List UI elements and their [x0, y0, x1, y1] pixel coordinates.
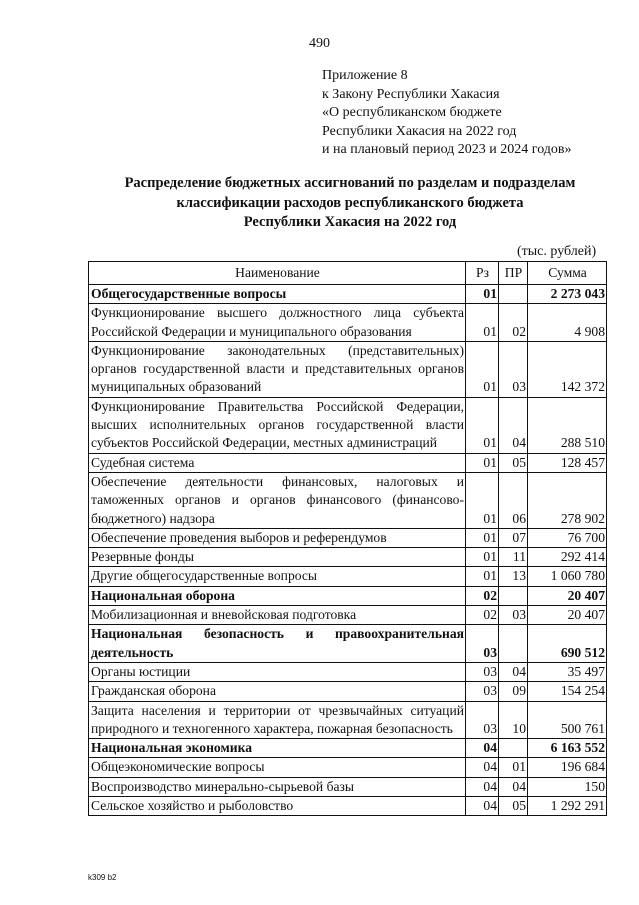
- row-rz-code: 02: [466, 606, 499, 625]
- table-row: [89, 528, 607, 547]
- row-rz-code: 04: [466, 758, 499, 777]
- row-sum: 690 512: [528, 625, 607, 663]
- row-pr-code: 09: [499, 682, 528, 701]
- row-rz-code: 01: [466, 548, 499, 567]
- row-sum: 292 414: [528, 548, 607, 567]
- row-pr-code: 10: [499, 701, 528, 739]
- row-rz-code: 01: [466, 528, 499, 547]
- row-name: Обеспечение деятельности финансовых, налоговых и таможенных органов и органов финансового (финансово-бюджетного) надзора: [89, 472, 466, 528]
- footer-code: k309 b2: [88, 873, 117, 882]
- row-sum: 76 700: [528, 528, 607, 547]
- table-header-row: [89, 262, 607, 285]
- row-sum: 4 908: [528, 304, 607, 342]
- page-number: 490: [309, 36, 330, 51]
- row-rz-code: 03: [466, 701, 499, 739]
- row-name: Функционирование высшего должностного лица субъекта Российской Федерации и муниципального образования: [89, 304, 466, 342]
- table-row: [89, 662, 607, 681]
- table-row: [89, 285, 607, 304]
- row-rz-code: 03: [466, 662, 499, 681]
- row-name: Мобилизационная и вневойсковая подготовка: [89, 606, 466, 625]
- row-rz-code: 01: [466, 304, 499, 342]
- row-pr-code: 07: [499, 528, 528, 547]
- row-rz-code: 04: [466, 777, 499, 796]
- row-sum: 150: [528, 777, 607, 796]
- row-pr-code: 04: [499, 777, 528, 796]
- appendix-line: «О республиканском бюджете: [322, 105, 502, 121]
- table-row: [89, 739, 607, 758]
- table-row: [89, 472, 607, 528]
- row-sum: 35 497: [528, 662, 607, 681]
- row-sum: 142 372: [528, 341, 607, 397]
- table-row: [89, 758, 607, 777]
- row-sum: 6 163 552: [528, 739, 607, 758]
- row-sum: 20 407: [528, 606, 607, 625]
- title-line: Распределение бюджетных ассигнований по разделам и подразделам: [124, 175, 576, 191]
- table-row: [89, 777, 607, 796]
- row-pr-code: 01: [499, 758, 528, 777]
- table-row: [89, 548, 607, 567]
- row-rz-code: 03: [466, 625, 499, 663]
- row-pr-code: 04: [499, 397, 528, 453]
- row-pr-code: 04: [499, 662, 528, 681]
- row-sum: 278 902: [528, 472, 607, 528]
- row-name: Гражданская оборона: [89, 682, 466, 701]
- row-name: Обеспечение проведения выборов и референдумов: [89, 528, 466, 547]
- row-rz-code: 01: [466, 285, 499, 304]
- header-name: Наименование: [89, 262, 466, 285]
- budget-table: [88, 261, 607, 816]
- header-rz: Рз: [466, 262, 499, 285]
- row-pr-code: [499, 285, 528, 304]
- row-name: Сельское хозяйство и рыболовство: [89, 797, 466, 816]
- row-rz-code: 04: [466, 739, 499, 758]
- table-row: [89, 682, 607, 701]
- row-rz-code: 02: [466, 586, 499, 605]
- units-label: (тыс. рублей): [517, 244, 597, 259]
- appendix-line: к Закону Республики Хакасия: [322, 86, 500, 102]
- row-sum: 288 510: [528, 397, 607, 453]
- table-row: [89, 341, 607, 397]
- row-name: Общегосударственные вопросы: [89, 285, 466, 304]
- row-name: Другие общегосударственные вопросы: [89, 567, 466, 586]
- row-name: Органы юстиции: [89, 662, 466, 681]
- table-row: [89, 606, 607, 625]
- row-pr-code: 05: [499, 797, 528, 816]
- row-sum: 20 407: [528, 586, 607, 605]
- row-sum: 128 457: [528, 453, 607, 472]
- table-row: [89, 797, 607, 816]
- row-sum: 1 292 291: [528, 797, 607, 816]
- row-sum: 500 761: [528, 701, 607, 739]
- row-pr-code: [499, 739, 528, 758]
- table-row: [89, 586, 607, 605]
- table-body: [89, 285, 607, 816]
- row-name: Национальная экономика: [89, 739, 466, 758]
- row-name: Функционирование законодательных (представительных) органов государственной власти и представительных органов муниципальных образований: [89, 341, 466, 397]
- row-rz-code: 01: [466, 567, 499, 586]
- row-pr-code: 05: [499, 453, 528, 472]
- row-rz-code: 01: [466, 453, 499, 472]
- table-row: [89, 701, 607, 739]
- row-rz-code: 03: [466, 682, 499, 701]
- row-pr-code: 13: [499, 567, 528, 586]
- row-name: Защита населения и территории от чрезвычайных ситуаций природного и техногенного характера, пожарная безопасность: [89, 701, 466, 739]
- row-name: Общеэкономические вопросы: [89, 758, 466, 777]
- row-name: Резервные фонды: [89, 548, 466, 567]
- table-row: [89, 625, 607, 663]
- row-rz-code: 01: [466, 472, 499, 528]
- row-sum: 2 273 043: [528, 285, 607, 304]
- row-pr-code: 02: [499, 304, 528, 342]
- appendix-line: и на плановый период 2023 и 2024 годов»: [322, 142, 572, 158]
- row-sum: 196 684: [528, 758, 607, 777]
- row-rz-code: 04: [466, 797, 499, 816]
- row-sum: 154 254: [528, 682, 607, 701]
- row-name: Функционирование Правительства Российской Федерации, высших исполнительных органов государственной власти субъектов Российской Федерации, местных администраций: [89, 397, 466, 453]
- table-row: [89, 304, 607, 342]
- appendix-line: Республики Хакасия на 2022 год: [322, 123, 517, 139]
- row-pr-code: [499, 625, 528, 663]
- row-name: Судебная система: [89, 453, 466, 472]
- row-rz-code: 01: [466, 397, 499, 453]
- appendix-line: Приложение 8: [322, 68, 408, 83]
- header-sum: Сумма: [528, 262, 607, 285]
- row-name: Национальная безопасность и правоохранительная деятельность: [89, 625, 466, 663]
- appendix-note: [322, 67, 572, 160]
- row-pr-code: 03: [499, 341, 528, 397]
- row-pr-code: 06: [499, 472, 528, 528]
- table-row: [89, 397, 607, 453]
- title-line: классификации расходов республиканского бюджета: [176, 194, 524, 211]
- header-pr: ПР: [499, 262, 528, 285]
- row-rz-code: 01: [466, 341, 499, 397]
- row-name: Воспроизводство минерально-сырьевой базы: [89, 777, 466, 796]
- row-sum: 1 060 780: [528, 567, 607, 586]
- table-row: [89, 453, 607, 472]
- row-name: Национальная оборона: [89, 586, 466, 605]
- row-pr-code: [499, 586, 528, 605]
- title-line: Республики Хакасия на 2022 год: [243, 214, 457, 230]
- document-title: [60, 174, 639, 233]
- row-pr-code: 11: [499, 548, 528, 567]
- row-pr-code: 03: [499, 606, 528, 625]
- table-row: [89, 567, 607, 586]
